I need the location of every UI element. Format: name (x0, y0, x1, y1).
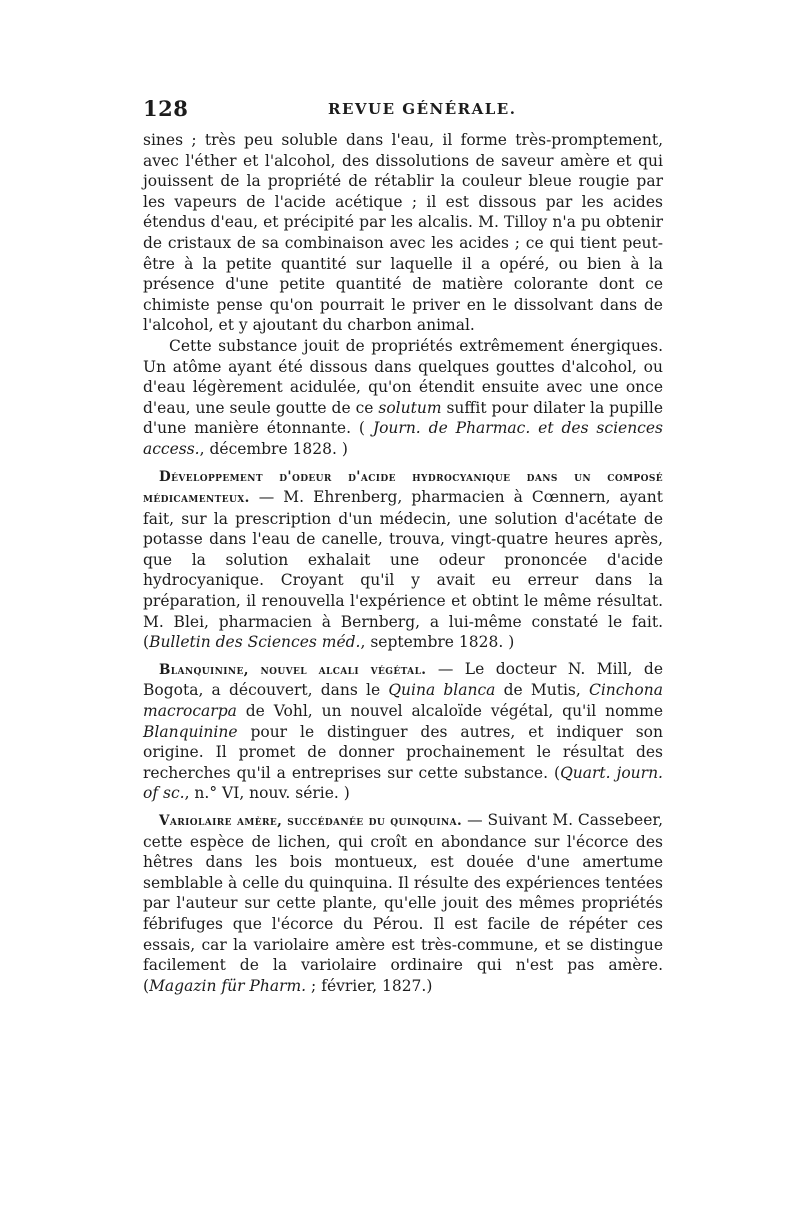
paragraph-text: de Vohl, un nouvel alcaloïde végétal, qu'il nomme (236, 702, 663, 721)
paragraph-text: Cette substance jouit de propriétés extrêmement énergiques. Un atôme ayant été dissous dans quelques gouttes d'alcohol, ou d'eau légèrement acidulée, qu'on étendit ensuite avec une once d'eau, une seule goutte de ce (143, 336, 663, 417)
article-variolaire (143, 810, 663, 996)
article-title: Blanquinine, nouvel alcali végétal. (159, 661, 427, 678)
paragraph-text: , n.° VI, nouv. série. ) (184, 784, 350, 803)
paragraph-text: suffit pour dilater la pupille d'une manière étonnante. ( (143, 398, 664, 438)
paragraph-text: de Mutis, (495, 681, 589, 700)
page-body (143, 130, 663, 996)
paragraph-text: — M. Ehrenberg, pharmacien à Cœnnern, ayant fait, sur la prescription d'un médecin, une solution d'acétate de potasse dans l'eau de canelle, trouva, vingt-quatre heures après, que la solution exhalait une odeur prononcée d'acide hydrocyanique. Croyant qu'il y avait eu erreur dans la préparation, il renouvella l'expérience et obtint le même résultat. M. Blei, pharmacien à Bernberg, a lui-même constaté le fait. ( (143, 488, 663, 652)
italic-term: Cinchona macrocarpa (143, 681, 663, 721)
article-title: Développement d'odeur d'acide hydrocyanique dans un composé médicamenteux. (143, 468, 663, 507)
source-citation: Magazin für Pharm. (149, 976, 307, 995)
paragraph-text: , septembre 1828. ) (360, 633, 515, 652)
source-citation: Quart. journ. of sc. (143, 763, 663, 803)
paragraph-text: , décembre 1828. ) (199, 439, 348, 458)
paragraph-text: — Suivant M. Cassebeer, cette espèce de lichen, qui croît en abondance sur l'écorce des hêtres dans les bois montueux, est douée d'une amertume semblable à celle du quinquina. Il résulte des expériences tentées par l'auteur sur cette plante, qu'elle jouit des mêmes propriétés fébrifuges que l'écorce du Pérou. Il est facile de répéter ces essais, car la variolaire amère est très-commune, et se distingue facilement de la variolaire ordinaire qui n'est pas amère. ( (143, 811, 664, 995)
article-hydrocyanic (143, 466, 663, 653)
paragraph-continuation (143, 130, 663, 336)
paragraph-properties (143, 336, 663, 460)
italic-term: Quina blanca (388, 681, 496, 700)
article-title: Variolaire amère, succédanée du quinquina. (159, 813, 463, 829)
page-header (143, 96, 663, 126)
running-title: REVUE GÉNÉRALE. (328, 100, 517, 118)
italic-term: Blanquinine (143, 722, 238, 741)
paragraph-text: ; février, 1827.) (306, 976, 433, 995)
italic-term: solutum (378, 398, 442, 417)
page-number: 128 (143, 96, 189, 121)
article-blanquinine (143, 659, 663, 804)
source-citation: Bulletin des Sciences méd. (149, 633, 361, 652)
paragraph-text: sines ; très peu soluble dans l'eau, il forme très-promptement, avec l'éther et l'alcohol, des dissolutions de saveur amère et qui jouissent de la propriété de rétablir la couleur bleue rougie par les vapeurs de l'acide acétique ; il est dissous par les acides étendus d'eau, et précipité par les alcalis. M. Tilloy n'a pu obtenir de cristaux de sa combinaison avec les acides ; ce qui tient peut-être à la petite quantité sur laquelle il a opéré, ou bien à la présence d'une petite quantité de matière colorante dont ce chimiste pense qu'on pourrait le priver en le dissolvant dans de l'alcohol, et y ajoutant du charbon animal. (143, 131, 663, 335)
paragraph-text: — Le docteur N. Mill, de Bogota, a découvert, dans le (143, 659, 663, 700)
source-citation: Journ. de Pharmac. et des sciences access. (143, 419, 663, 458)
paragraph-text: pour le distinguer des autres, et indiquer son origine. Il promet de donner prochainement le résultat des recherches qu'il a entreprises sur cette substance. ( (143, 722, 663, 782)
